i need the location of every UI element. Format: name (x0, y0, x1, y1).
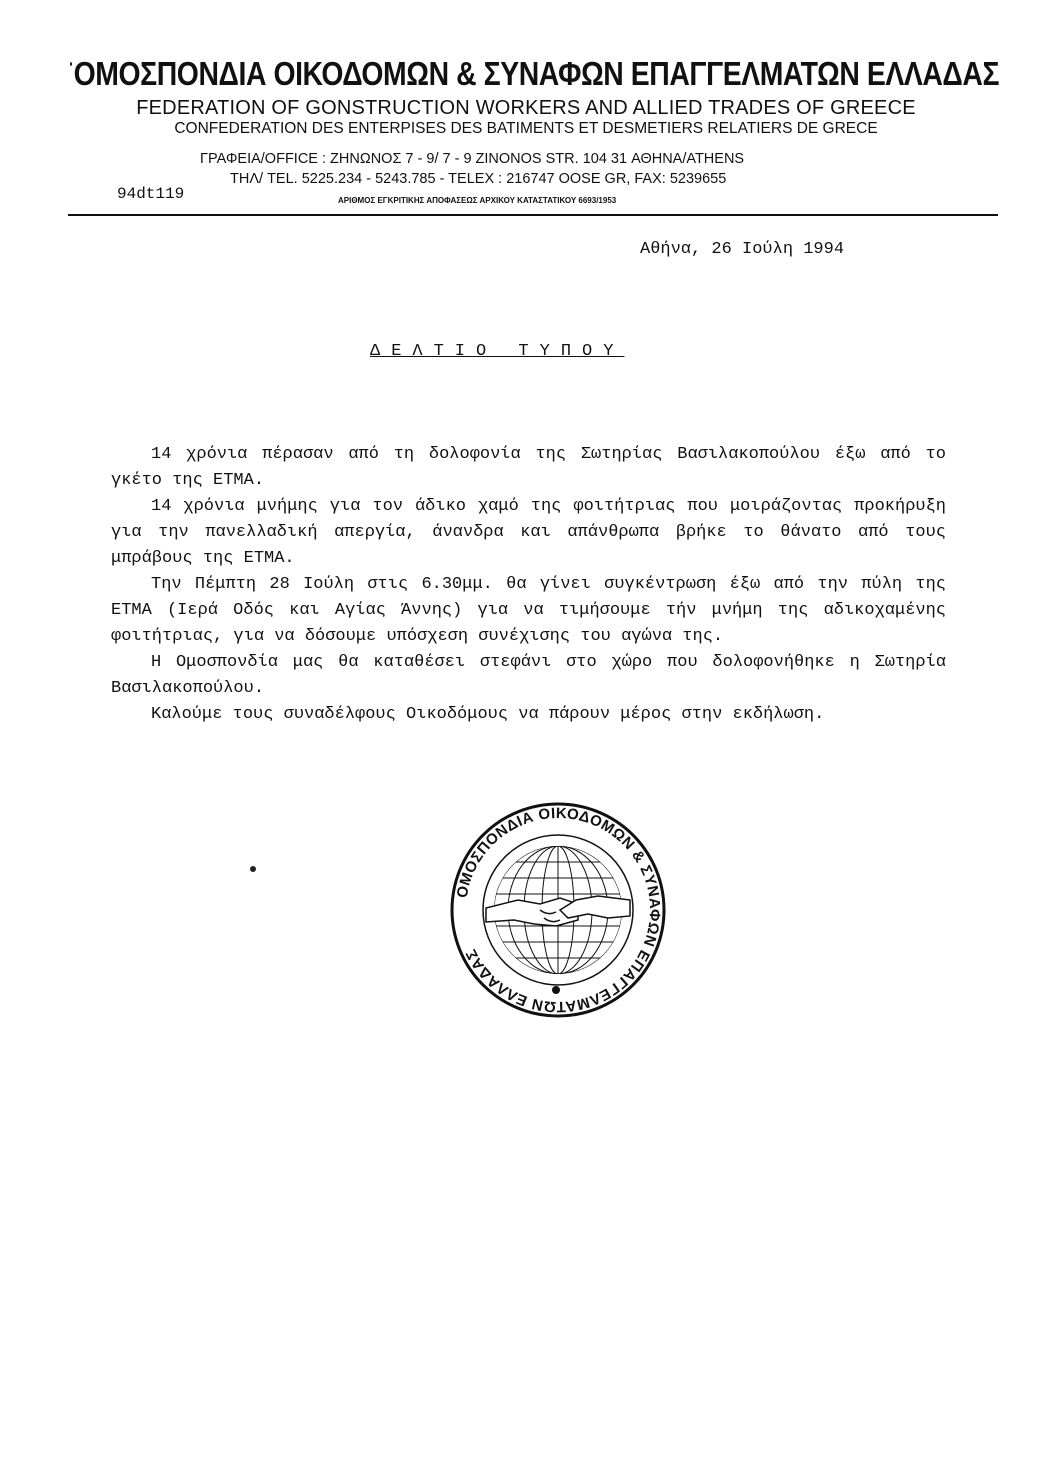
org-name-english: FEDERATION OF GONSTRUCTION WORKERS AND ALLIED TRADES OF GREECE (136, 97, 916, 119)
seal-dot (552, 986, 560, 994)
handshake-icon (486, 896, 630, 926)
org-name-french: CONFEDERATION DES ENTERPISES DES BATIMENTS ET DESMETIERS RELATIERS DE GRECE (174, 120, 878, 137)
paragraph-2: 14 χρόνια μνήμης για τον άδικο χαμό της φοιτήτριας που μοιράζοντας προκήρυξη για την πανελλαδική απεργία, άνανδρα και απάνθρωπα βρήκε το θάνατο από τους μπράβους της ΕΤΜΑ. (111, 497, 946, 568)
paragraph-4: Η Ομοσπονδία μας θα καταθέσει στεφάνι στο χώρο που δολοφονήθηκε η Σωτηρία Βασιλακοπούλου. (111, 653, 946, 698)
decree-line: ΑΡΙΘΜΟΣ ΕΓΚΡΙΤΙΚΗΣ ΑΠΟΦΑΣΕΩΣ ΑΡΧΙΚΟΥ ΚΑΤΑΣΤΑΤΙΚΟΥ 6693/1953 (338, 196, 617, 205)
document-date: Αθήνα, 26 Ιούλη 1994 (640, 240, 845, 259)
document-title: ΔΕΛΤΙΟ ΤΥΠΟΥ (370, 342, 625, 361)
paragraph-3: Την Πέμπτη 28 Ιούλη στις 6.30μμ. θα γίνει συγκέντρωση έξω από την πύλη της ΕΤΜΑ (Ιερά Οδός και Αγίας Άννης) για να τιμήσουμε τήν μνήμη της αδικοχαμένης φοιτήτριας, για να δόσουμε υπόσχεση συνέχισης του αγώνα της. (111, 575, 946, 646)
seal-text: ΟΜΟΣΠΟΝΔΙΑ ΟΙΚΟΔΟΜΩΝ & ΣΥΝΑΦΩΝ ΕΠΑΓΓΕΛΜΑΤΩΝ ΕΛΛΑΔΑΣ (453, 804, 664, 1016)
scan-speck (250, 866, 256, 872)
federation-seal (448, 800, 668, 1020)
org-name-greek: ΟΜΟΣΠΟΝΔΙΑ ΟΙΚΟΔΟΜΩΝ & ΣΥΝΑΦΩΝ ΕΠΑΓΓΕΛΜΑΤΩΝ ΕΛΛΑΔΑΣ (73, 55, 1000, 92)
paragraph-5: Καλούμε τους συναδέλφους Οικοδόμους να πάρουν μέρος στην εκδήλωση. (151, 705, 825, 724)
telephone-line: ΤΗΛ/ TEL. 5225.234 - 5243.785 - TELEX : 216747 OOSE GR, FAX: 5239655 (230, 171, 727, 187)
paragraph-1: 14 χρόνια πέρασαν από τη δολοφονία της Σωτηρίας Βασιλακοπούλου έξω από το γκέτο της ΕΤΜΑ. (111, 445, 946, 490)
office-address: ΓΡΑΦΕΙΑ/OFFICE : ΖΗΝΩΝΟΣ 7 - 9/ 7 - 9 ZINONOS STR. 104 31 ΑΘΗΝΑ/ATHENS (200, 151, 745, 167)
press-release-body (111, 442, 946, 728)
document-reference: 94dt119 (117, 185, 185, 203)
header-divider (68, 214, 998, 216)
scan-speck (70, 62, 72, 66)
